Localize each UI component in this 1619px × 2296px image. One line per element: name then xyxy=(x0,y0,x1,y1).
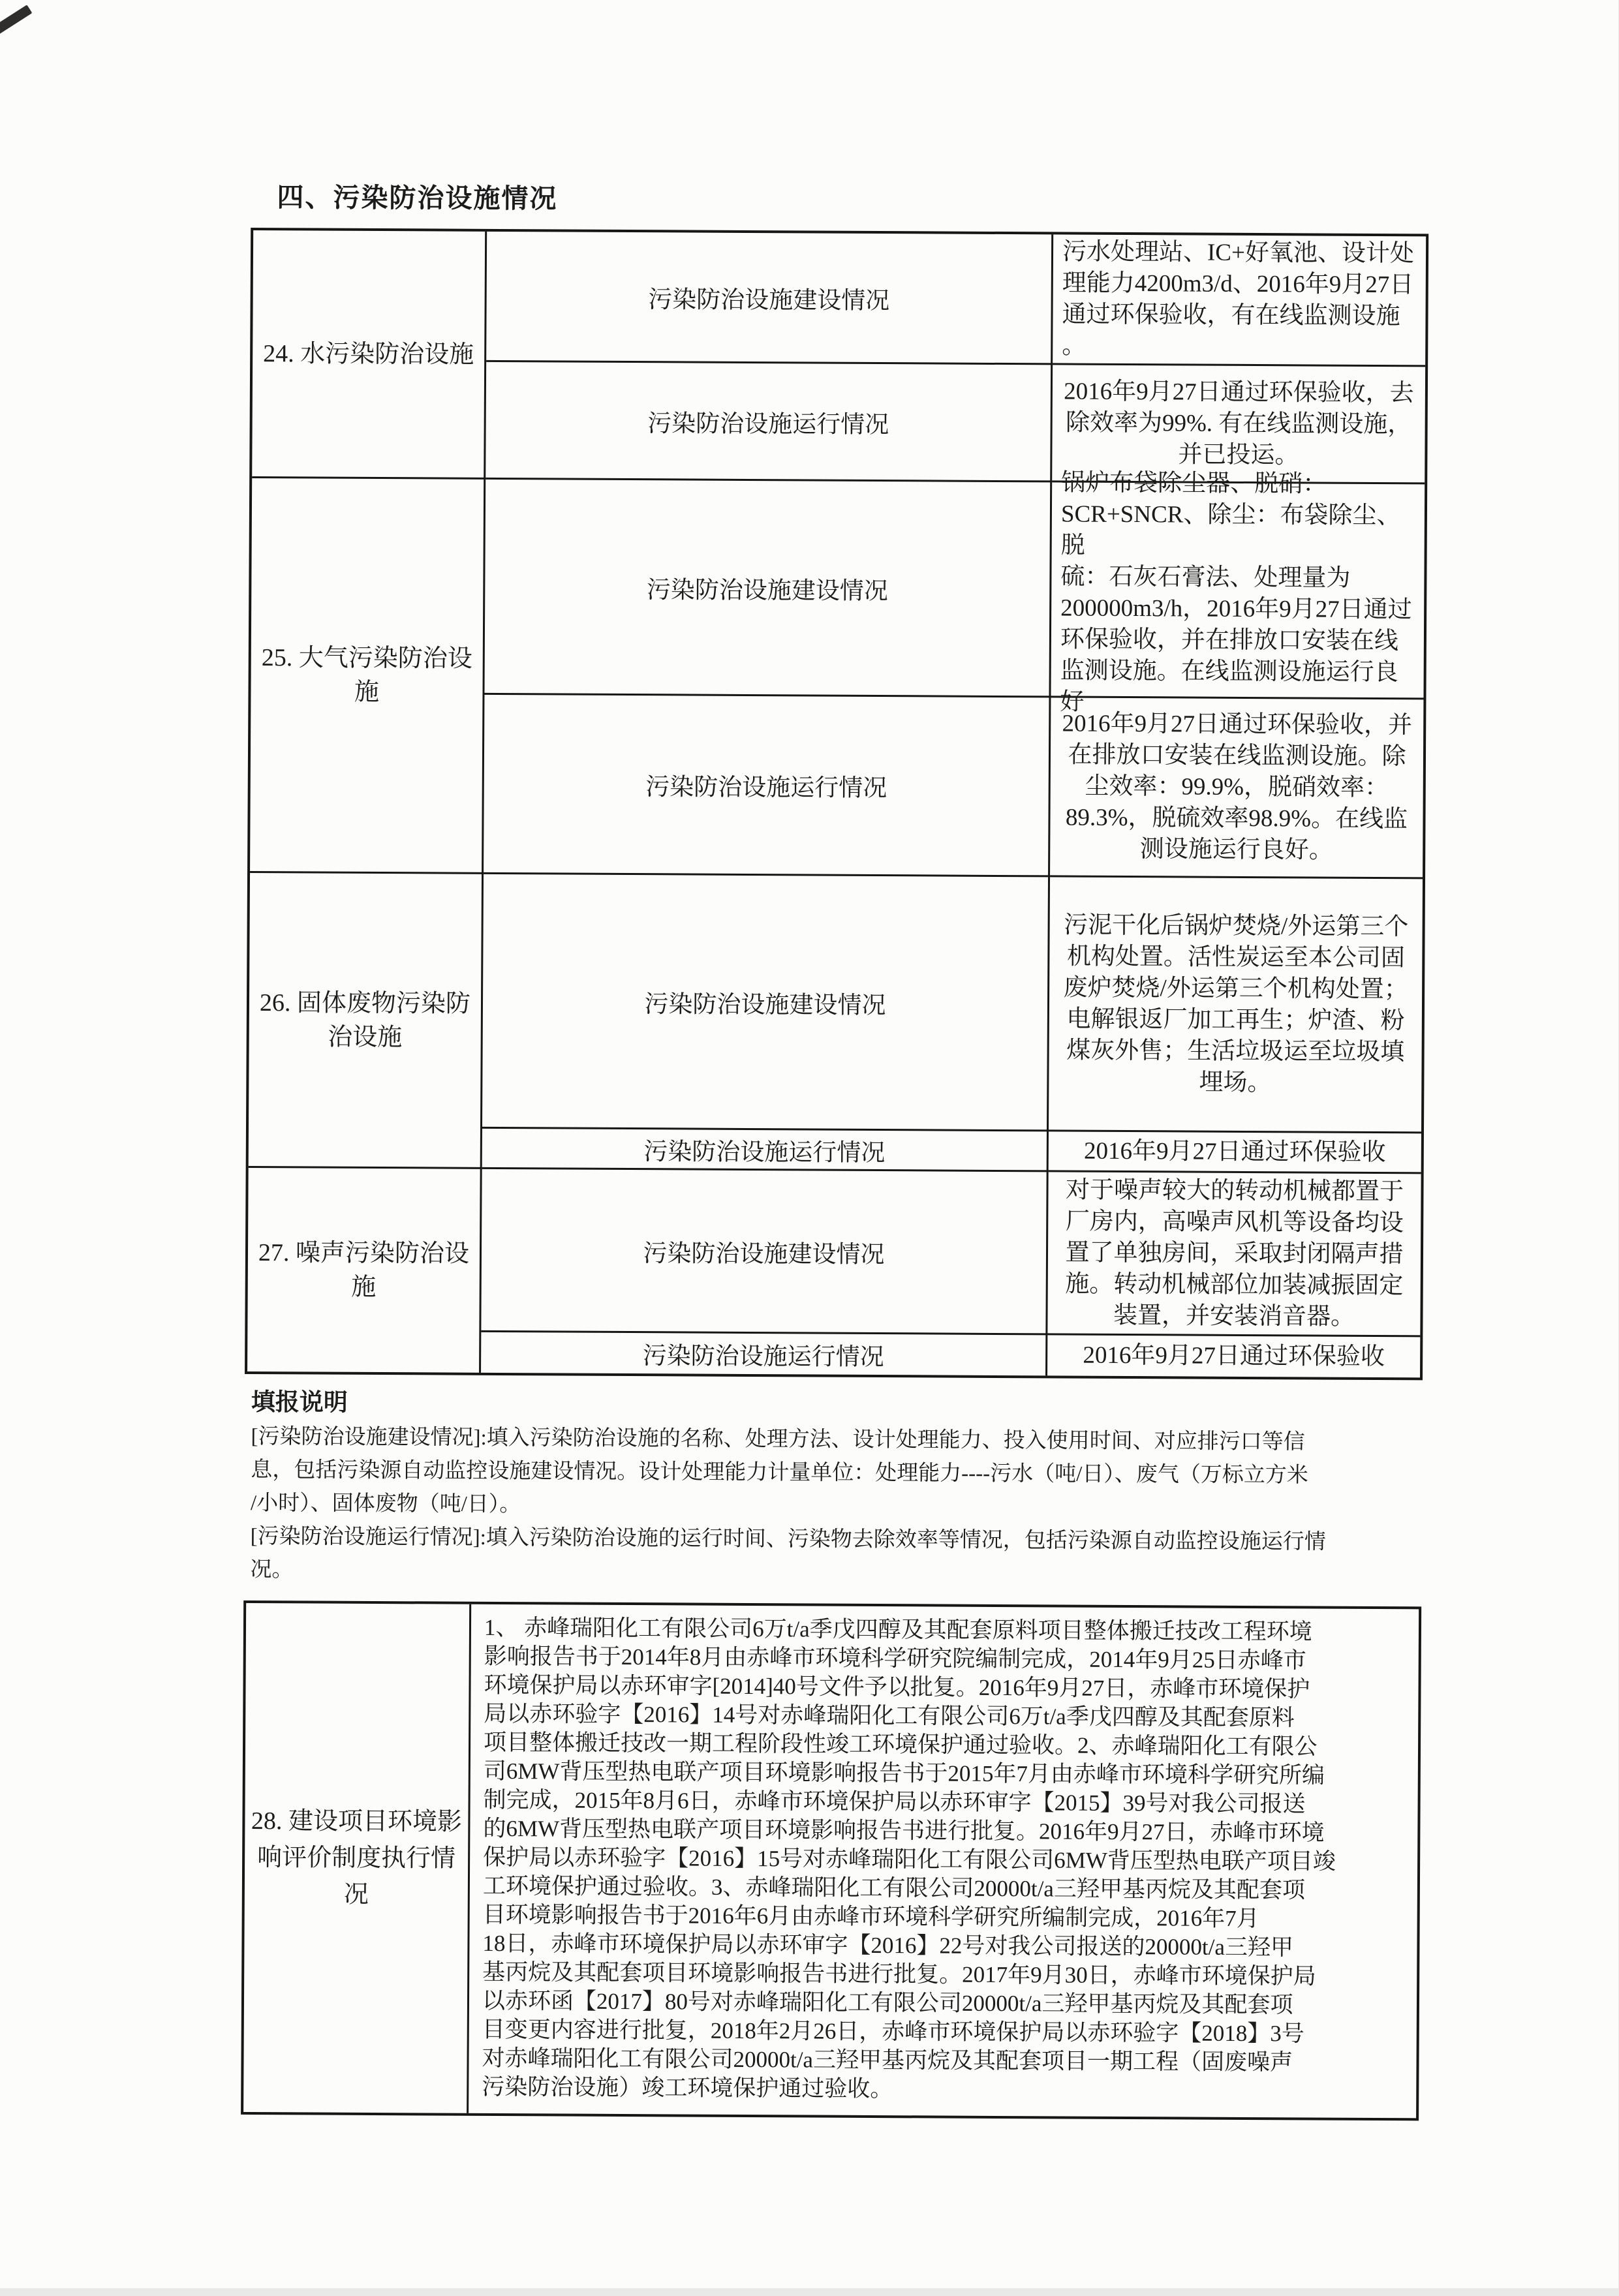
row-25-construction-label: 污染防治设施建设情况 xyxy=(484,480,1052,698)
row-24-operation-value: 2016年9月27日通过环保验收，去 除效率为99%. 有在线监测设施， 并已投运。 xyxy=(1052,365,1425,484)
row-28-value: 1、 赤峰瑞阳化工有限公司6万t/a季戊四醇及其配套原料项目整体搬迁技改工程环境 影响报告书于2014年8月由赤峰市环境科学研究院编制完成，2014年9月25日赤峰市 环境保护局以赤环审字[2014]40号文件予以批复。2016年9月27日，赤峰市环境保护 局以赤环验字【2016】14号对赤峰瑞阳化工有限公司6万t/a季戊四醇及其配套原料 项目整体搬迁技改一期工程阶段性竣工环境保护通过验收。2、赤峰瑞阳化工有限公 司6MW背压型热电联产项目环境影响报告书于2015年7月由赤峰市环境科学研究所编 制完成，2015年8月6日，赤峰市环境保护局以赤环审字【2015】39号对我公司报送 的6MW背压型热电联产项目环境影响报告书进行批复。2016年9月27日，赤峰市环境 保护局以赤环验字【2016】15号对赤峰瑞阳化工有限公司6MW背压型热电联产项目竣 工环境保护通过验收。3、赤峰瑞阳化工有限公司20000t/a三羟甲基丙烷及其配套项 目环境影响报告书于2016年6月由赤峰市环境科学研究所编制完成，2016年7月 18日，赤峰市环境保护局以赤环审字【2016】22号对我公司报送的20000t/a三羟甲 基丙烷及其配套项目环境影响报告书进行批复。2017年9月30日，赤峰市环境保护局 以赤环函【2017】80号对赤峰瑞阳化工有限公司20000t/a三羟甲基丙烷及其配套项 目变更内容进行批复，2018年2月26日，赤峰市环境保护局以赤环验字【2018】3号 对赤峰瑞阳化工有限公司20000t/a三羟甲基丙烷及其配套项目一期工程（固废噪声 污染防治设施）竣工环境保护通过验收。 xyxy=(482,1614,1336,2102)
row-24-operation-label: 污染防治设施运行情况 xyxy=(486,362,1053,483)
row-28-label: 28. 建设项目环境影 响评价制度执行情 况 xyxy=(243,1603,471,2113)
row-26-operation-value: 2016年9月27日通过环保验收 xyxy=(1049,1131,1421,1174)
filling-instructions-body: [污染防治设施建设情况]:填入污染防治设施的名称、处理方法、设计处理能力、投入使用时间、对应排污口等信 息，包括污染源自动监控设施建设情况。设计处理能力计量单位：处理能力----污水（吨/日）、废气（万标立方米 /小时）、固体废物（吨/日）。 [污染防治设施运行情况]:填入污染防治设施的运行时间、污染物去除效率等情况，包括污染源自动监控设施运行情 况。 xyxy=(250,1424,1326,1582)
row-24-construction-value: 污水处理站、IC+好氧池、设计处 理能力4200m3/d、2016年9月27日 通过环保验收，有在线监测设施 。 xyxy=(1053,234,1426,367)
row-24-label: 24. 水污染防治设施 xyxy=(252,230,487,480)
section-title: 四、污染防治设施情况 xyxy=(277,182,558,214)
row-25-label: 25. 大气污染防治设 施 xyxy=(250,478,486,874)
eia-execution-table xyxy=(241,1600,1421,2120)
row-27-construction-label: 污染防治设施建设情况 xyxy=(481,1169,1048,1336)
row-25-construction-value: 锅炉布袋除尘器、脱硝： SCR+SNCR、除尘：布袋除尘、脱 硫：石灰石膏法、处理量为 200000m3/h，2016年9月27日通过 环保验收，并在排放口安装在线 监测设施。在线监测设施运行良 好 xyxy=(1051,482,1425,699)
row-26-label: 26. 固体废物污染防 治设施 xyxy=(249,873,484,1169)
row-25-operation-label: 污染防治设施运行情况 xyxy=(484,695,1051,878)
row-27-construction-value: 对于噪声较大的转动机械都置于 厂房内，高噪声风机等设备均设 置了单独房间，采取封闭隔声措 施。转动机械部位加装减振固定 装置，并安装消音器。 xyxy=(1047,1172,1421,1337)
row-27-label: 27. 噪声污染防治设 施 xyxy=(247,1168,482,1373)
row-24-construction-label: 污染防治设施建设情况 xyxy=(486,232,1053,365)
row-26-construction-value: 污泥干化后锅炉焚烧/外运第三个 机构处置。活性炭运至本公司固 废炉焚烧/外运第三个机构处置； 电解银返厂加工再生；炉渣、粉 煤灰外售；生活垃圾运至垃圾填 埋场。 xyxy=(1049,877,1423,1133)
filling-instructions xyxy=(250,1385,1419,1593)
row-27-operation-value: 2016年9月27日通过环保验收 xyxy=(1083,1341,1385,1371)
filling-instructions-heading: 填报说明 xyxy=(251,1388,348,1416)
row-25-operation-value: 2016年9月27日通过环保验收，并 在排放口安装在线监测设施。除 尘效率：99.9%，脱硝效率： 89.3%，脱硫效率98.9%。在线监 测设施运行良好。 xyxy=(1050,697,1423,879)
pollution-facilities-table xyxy=(245,228,1428,1380)
row-27-operation-label: 污染防治设施运行情况 xyxy=(481,1332,1047,1376)
scan-artifact xyxy=(0,5,32,37)
row-26-construction-label: 污染防治设施建设情况 xyxy=(482,874,1050,1132)
row-26-operation-label: 污染防治设施运行情况 xyxy=(482,1129,1049,1172)
